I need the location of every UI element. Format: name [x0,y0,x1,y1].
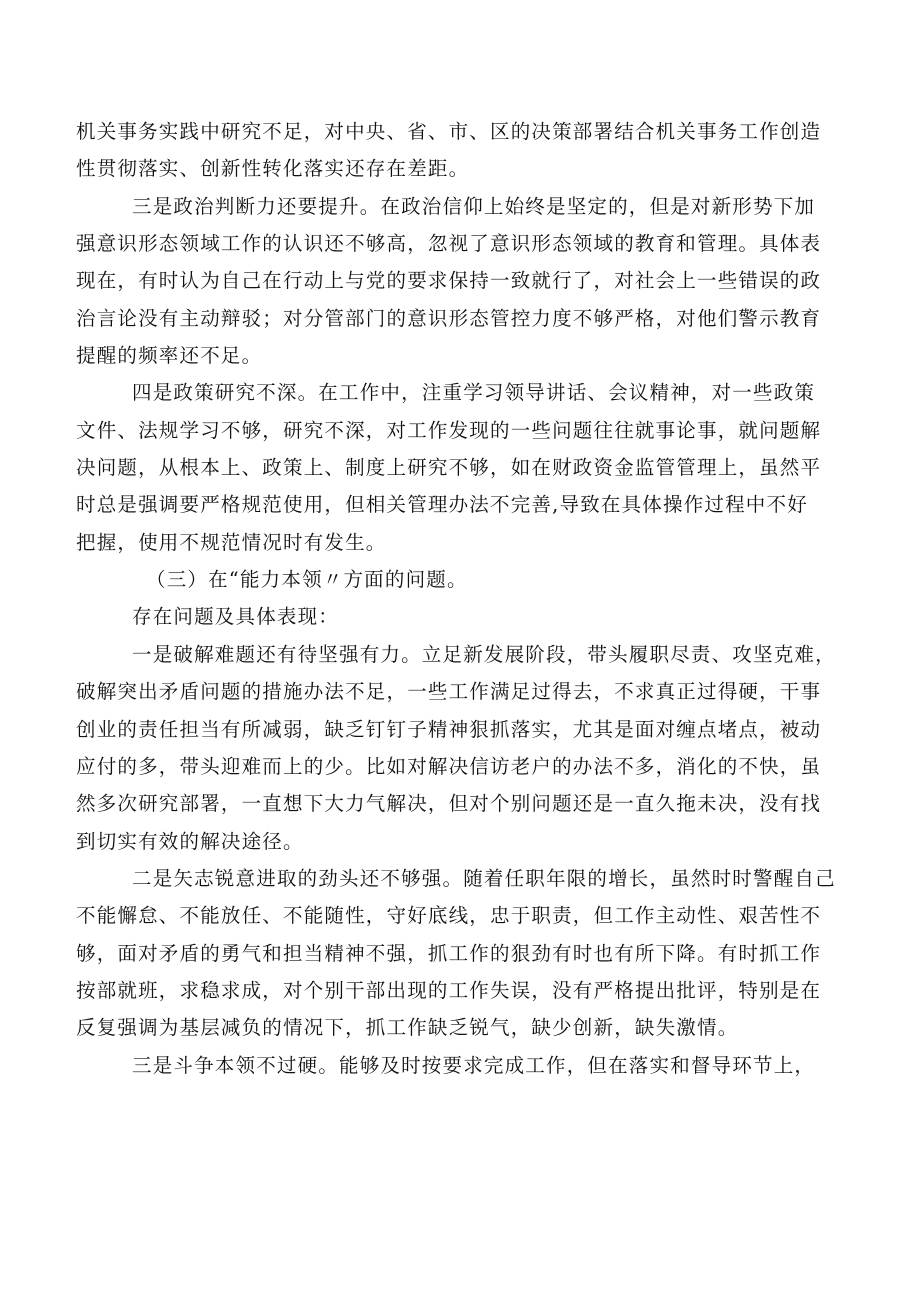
text-line: 强意识形态领域工作的认识还不够高，忽视了意识形态领域的教育和管理。具体表 [76,232,822,256]
text-line: 创业的责任担当有所减弱，缺乏钉钉子精神狠抓落实，尤其是面对缠点堵点，被动 [76,717,822,741]
text-line: 时总是强调要严格规范使用，但相关管理办法不完善,导致在具体操作过程中不好 [76,493,808,517]
text-line: 提醒的频率还不足。 [76,344,263,368]
text-line: 存在问题及具体表现： [132,605,340,629]
text-line: 到切实有效的解决途径。 [76,829,304,853]
text-line: 二是矢志锐意进取的劲头还不够强。随着任职年限的增长，虽然时时警醒自己 [132,866,836,890]
text-line: （三）在“能力本领〃方面的问题。 [146,568,468,592]
text-line: 决问题，从根本上、政策上、制度上研究不够，如在财政资金监管管理上，虽然平 [76,456,822,480]
text-line: 按部就班，求稳求成，对个别干部出现的工作失误，没有严格提出批评，特别是在 [76,978,822,1002]
text-line: 不能懈怠、不能放任、不能随性，守好底线，忠于职责，但工作主动性、艰苦性不 [76,904,822,928]
text-line: 反复强调为基层减负的情况下，抓工作缺乏锐气，缺少创新，缺失激情。 [76,1016,739,1040]
text-line: 破解突出矛盾问题的措施办法不足，一些工作满足过得去，不求真正过得硬，干事 [76,680,822,704]
text-line: 够，面对矛盾的勇气和担当精神不强，抓工作的狠劲有时也有所下降。有时抓工作 [76,941,822,965]
text-line: 然多次研究部署，一直想下大力气解决，但对个别问题还是一直久拖未决，没有找 [76,792,822,816]
body-text [76,113,866,1084]
text-line: 现在，有时认为自己在行动上与党的要求保持一致就行了，对社会上一些错误的政 [76,269,822,293]
text-line: 一是破解难题还有待坚强有力。立足新发展阶段，带头履职尽责、攻坚克难， [132,642,836,666]
text-line: 四是政策研究不深。在工作中，注重学习领导讲话、会议精神，对一些政策 [132,381,816,405]
text-line: 性贯彻落实、创新性转化落实还存在差距。 [76,157,470,181]
text-line: 把握，使用不规范情况时有发生。 [76,530,387,554]
text-line: 三是斗争本领不过硬。能够及时按要求完成工作，但在落实和督导环节上， [132,1053,816,1077]
text-line: 文件、法规学习不够，研究不深，对工作发现的一些问题往往就事论事，就问题解 [76,418,822,442]
text-line: 机关事务实践中研究不足，对中央、省、市、区的决策部署结合机关事务工作创造 [76,120,822,143]
text-line: 治言论没有主动辩驳；对分管部门的意识形态管控力度不够严格，对他们警示教育 [76,306,822,330]
text-line: 应付的多，带头迎难而上的少。比如对解决信访老户的办法不多，消化的不快，虽 [76,754,822,778]
text-line: 三是政治判断力还要提升。在政治信仰上始终是坚定的，但是对新形势下加 [132,194,816,218]
